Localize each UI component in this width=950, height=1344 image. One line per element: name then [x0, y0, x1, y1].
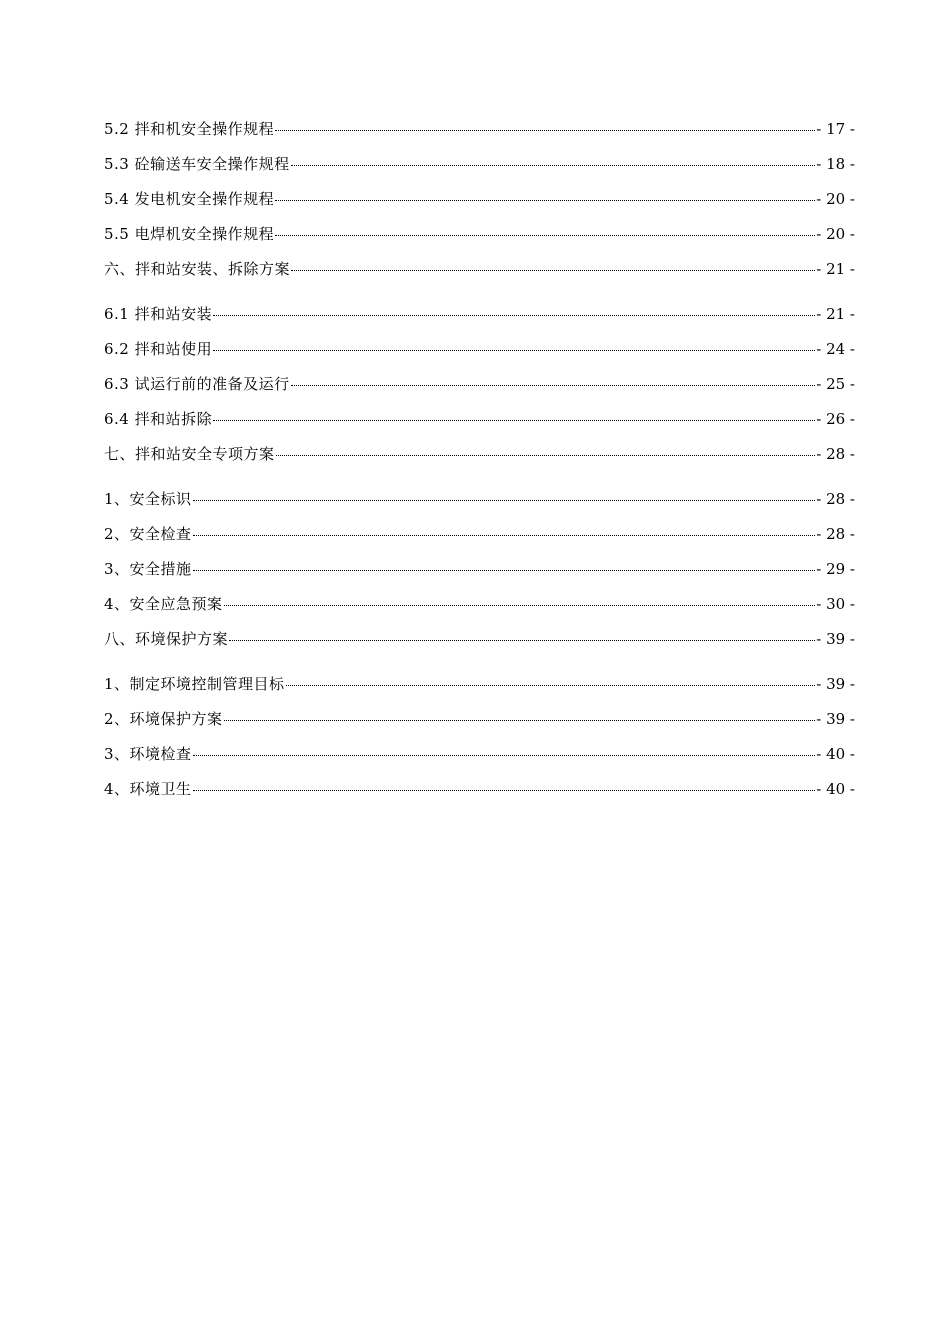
toc-entry-title: 6.4 拌和站拆除	[104, 410, 213, 428]
toc-leader-dots	[193, 754, 816, 756]
toc-entry-page: - 39 -	[816, 630, 855, 648]
toc-entry[interactable]	[104, 488, 855, 523]
toc-leader-dots	[291, 269, 815, 271]
toc-leader-dots	[193, 499, 816, 501]
toc-entry-page: - 28 -	[816, 490, 855, 508]
toc-entry-page: - 28 -	[816, 525, 855, 543]
toc-entry-title: 5.4 发电机安全操作规程	[104, 190, 275, 208]
toc-leader-dots	[213, 349, 815, 351]
toc-entry-page: - 29 -	[816, 560, 855, 578]
toc-entry[interactable]	[104, 408, 855, 443]
toc-entry-title: 1、安全标识	[104, 490, 192, 508]
toc-chapter-entry[interactable]	[104, 443, 855, 478]
toc-leader-dots	[275, 199, 815, 201]
toc-entry-page: - 17 -	[816, 120, 855, 138]
toc-leader-dots	[224, 719, 816, 721]
toc-leader-dots	[286, 684, 816, 686]
toc-entry[interactable]	[104, 673, 855, 708]
toc-entry-page: - 20 -	[816, 190, 855, 208]
toc-entry-title: 5.2 拌和机安全操作规程	[104, 120, 275, 138]
toc-entry[interactable]	[104, 523, 855, 558]
toc-leader-dots	[275, 129, 815, 131]
toc-entry-page: - 40 -	[816, 780, 855, 798]
toc-entry-title: 4、环境卫生	[104, 780, 192, 798]
toc-leader-dots	[213, 314, 815, 316]
toc-entry[interactable]	[104, 118, 855, 153]
toc-leader-dots	[193, 569, 816, 571]
toc-entry-title: 八、环境保护方案	[104, 630, 229, 648]
toc-entry-page: - 39 -	[816, 710, 855, 728]
toc-entry-title: 4、安全应急预案	[104, 595, 223, 613]
toc-entry-page: - 30 -	[816, 595, 855, 613]
toc-leader-dots	[276, 454, 816, 456]
toc-chapter-entry[interactable]	[104, 628, 855, 663]
toc-entry-page: - 26 -	[816, 410, 855, 428]
toc-leader-dots	[193, 534, 816, 536]
toc-entry[interactable]	[104, 708, 855, 743]
toc-entry-title: 2、环境保护方案	[104, 710, 223, 728]
toc-entry-page: - 39 -	[816, 675, 855, 693]
toc-entry-title: 6.2 拌和站使用	[104, 340, 213, 358]
toc-leader-dots	[291, 164, 816, 166]
toc-leader-dots	[193, 789, 816, 791]
toc-entry[interactable]	[104, 338, 855, 373]
toc-entry-page: - 18 -	[816, 155, 855, 173]
toc-entry-title: 6.1 拌和站安装	[104, 305, 213, 323]
toc-chapter-entry[interactable]	[104, 258, 855, 293]
toc-leader-dots	[213, 419, 815, 421]
toc-entry-title: 5.3 砼输送车安全操作规程	[104, 155, 290, 173]
toc-entry[interactable]	[104, 743, 855, 778]
toc-entry-title: 1、制定环境控制管理目标	[104, 675, 285, 693]
toc-entry[interactable]	[104, 778, 855, 813]
toc-entry-page: - 20 -	[816, 225, 855, 243]
toc-entry-page: - 21 -	[816, 260, 855, 278]
toc-entry-title: 3、安全措施	[104, 560, 192, 578]
toc-leader-dots	[229, 639, 815, 641]
toc-entry[interactable]	[104, 558, 855, 593]
toc-entry-title: 6.3 试运行前的准备及运行	[104, 375, 290, 393]
toc-entry[interactable]	[104, 223, 855, 258]
toc-leader-dots	[291, 384, 816, 386]
toc-entry[interactable]	[104, 303, 855, 338]
toc-entry-page: - 40 -	[816, 745, 855, 763]
toc-entry-title: 5.5 电焊机安全操作规程	[104, 225, 275, 243]
toc-entry-title: 2、安全检查	[104, 525, 192, 543]
toc-entry-page: - 28 -	[816, 445, 855, 463]
toc-entry-title: 六、拌和站安装、拆除方案	[104, 260, 291, 278]
table-of-contents	[104, 118, 855, 813]
toc-entry-title: 3、环境检查	[104, 745, 192, 763]
toc-entry-page: - 21 -	[816, 305, 855, 323]
toc-leader-dots	[275, 234, 815, 236]
toc-entry-page: - 24 -	[816, 340, 855, 358]
toc-entry-title: 七、拌和站安全专项方案	[104, 445, 275, 463]
toc-entry[interactable]	[104, 373, 855, 408]
toc-entry[interactable]	[104, 593, 855, 628]
toc-entry[interactable]	[104, 188, 855, 223]
toc-entry[interactable]	[104, 153, 855, 188]
toc-entry-page: - 25 -	[816, 375, 855, 393]
toc-leader-dots	[224, 604, 816, 606]
